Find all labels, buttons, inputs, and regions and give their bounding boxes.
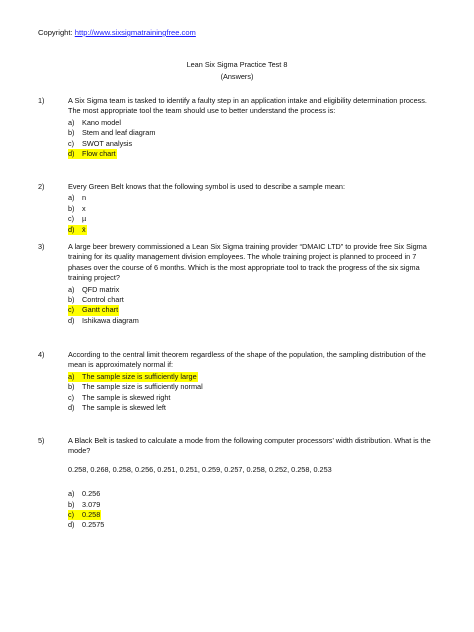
option-text: 0.2575 (82, 520, 105, 530)
option-label: b) (68, 499, 75, 509)
option-label: d) (68, 403, 75, 413)
question-text: A Six Sigma team is tasked to identify a faulty step in an application intake and eligibility determination process. The most appropriate tool the team should use to better understand the process is: (68, 96, 427, 116)
option-b (68, 500, 438, 510)
option-label: d) (68, 315, 75, 325)
question-text: Every Green Belt knows that the following symbol is used to describe a sample mean: (68, 182, 346, 191)
option-c-answer (68, 305, 438, 315)
option-text: The sample size is sufficiently large (82, 371, 197, 381)
option-text: SWOT analysis (82, 138, 133, 148)
option-label: a) (68, 193, 75, 203)
option-text: n (82, 193, 87, 203)
option-d-answer (68, 149, 438, 159)
options-list (68, 193, 438, 235)
option-label: a) (68, 117, 75, 127)
option-label: c) (68, 138, 75, 148)
option-text: 0.258 (82, 510, 101, 520)
option-label: c) (68, 214, 75, 224)
question-number: 1) (38, 96, 45, 105)
option-label: b) (68, 295, 75, 305)
question-2 (38, 182, 438, 235)
option-text: The sample is skewed left (82, 403, 166, 413)
option-label: a) (68, 284, 75, 294)
option-label: b) (68, 128, 75, 138)
option-d (68, 520, 438, 530)
option-b (68, 204, 438, 214)
option-text: The sample is skewed right (82, 392, 171, 402)
option-label: c) (68, 305, 75, 315)
question-4 (38, 350, 438, 413)
option-d (68, 316, 438, 326)
option-text: Ishikawa diagram (82, 315, 139, 325)
copyright-link[interactable]: http://www.sixsigmatrainingfree.com (74, 28, 196, 37)
option-label: c) (68, 392, 75, 402)
option-label: b) (68, 382, 75, 392)
option-text: QFD matrix (82, 284, 120, 294)
options-list (68, 372, 438, 414)
option-label: d) (68, 520, 75, 530)
question-text: A Black Belt is tasked to calculate a mode from the following computer processors’ width distribution. What is the mode? (68, 436, 431, 456)
option-a (68, 193, 438, 203)
option-c (68, 214, 438, 224)
question-number: 5) (38, 436, 45, 445)
option-text: Flow chart (82, 149, 116, 159)
option-text: Kano model (82, 117, 121, 127)
option-label: b) (68, 203, 75, 213)
options-list (68, 118, 438, 160)
option-label: d) (68, 149, 75, 159)
option-label: c) (68, 510, 75, 520)
question-3 (38, 242, 438, 326)
title-line-2: (Answers) (220, 72, 254, 81)
option-a (68, 285, 438, 295)
option-c (68, 393, 438, 403)
options-list (68, 285, 438, 327)
option-c-answer (68, 510, 438, 520)
option-a-answer (68, 372, 438, 382)
question-number: 3) (38, 242, 45, 251)
option-label: a) (68, 371, 75, 381)
option-text: Control chart (82, 295, 124, 305)
option-b (68, 128, 438, 138)
question-1 (38, 96, 438, 159)
option-text: x (82, 203, 86, 213)
options-list (68, 489, 438, 531)
option-text: x̄ (82, 224, 86, 234)
title-line-1: Lean Six Sigma Practice Test 8 (186, 60, 288, 69)
option-b (68, 382, 438, 392)
option-text: Stem and leaf diagram (82, 128, 156, 138)
option-label: a) (68, 489, 75, 499)
document-title (0, 59, 474, 83)
option-c (68, 139, 438, 149)
question-number: 2) (38, 182, 45, 191)
option-text: 0.256 (82, 489, 101, 499)
copyright-label: Copyright: (38, 28, 73, 37)
copyright-line (38, 28, 196, 38)
option-text: µ (82, 214, 87, 224)
option-text: Gantt chart (82, 305, 119, 315)
option-text: The sample size is sufficiently normal (82, 382, 203, 392)
question-5 (38, 436, 438, 531)
data-values: 0.258, 0.268, 0.258, 0.256, 0.251, 0.251, 0.259, 0.257, 0.258, 0.252, 0.258, 0.253 (68, 464, 332, 474)
option-b (68, 295, 438, 305)
option-text: 3.079 (82, 499, 101, 509)
question-text: According to the central limit theorem regardless of the shape of the population, the sampling distribution of the mean is approximately normal if: (68, 350, 426, 370)
option-a (68, 118, 438, 128)
option-d (68, 403, 438, 413)
question-number: 4) (38, 350, 45, 359)
option-a (68, 489, 438, 499)
option-label: d) (68, 224, 75, 234)
option-d-answer (68, 225, 438, 235)
question-text: A large beer brewery commissioned a Lean Six Sigma training provider “DMAIC LTD” to provide free Six Sigma training for its quality management division employees. The whole training project is planned to proceed in 7 phases over the course of 6 months. Which is the most appropriate tool to track the progress of the six sigma training project? (68, 242, 427, 283)
